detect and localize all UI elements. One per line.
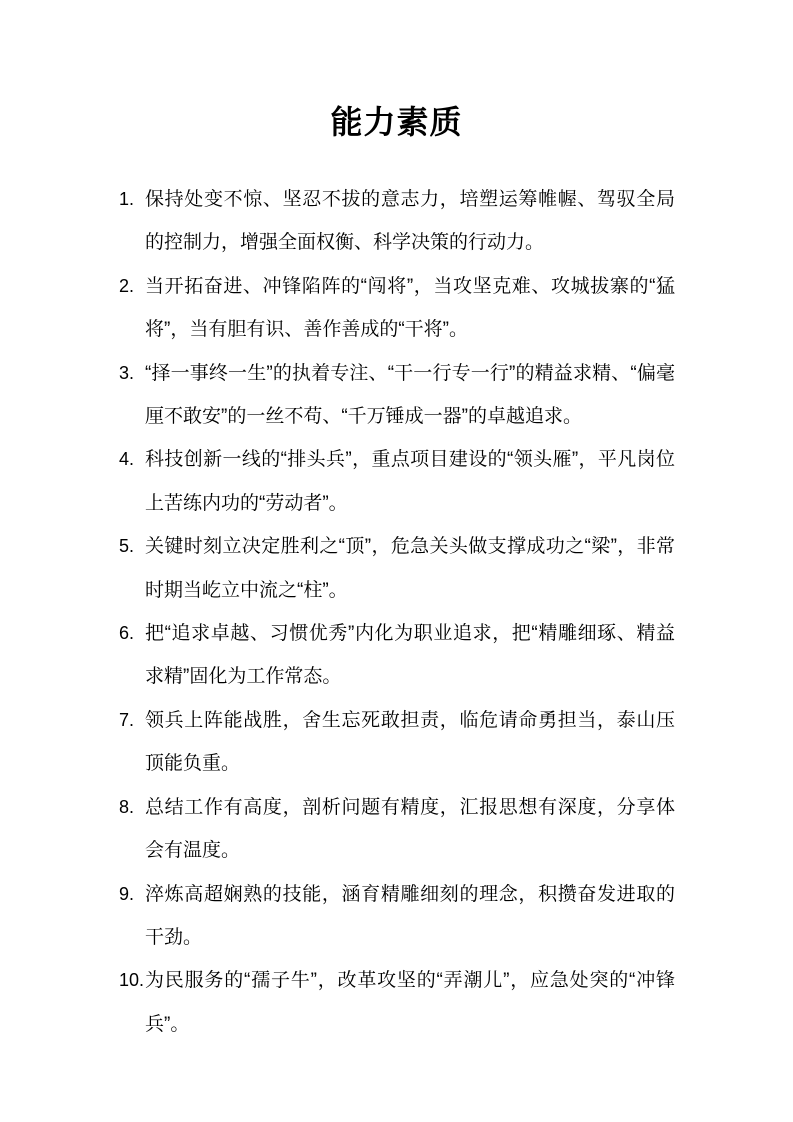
list-item-number: 9. [119,883,135,904]
list-item-text: 当开拓奋进、冲锋陷阵的“闯将”，当攻坚克难、攻城拔寨的“猛将”，当有胆有识、善作善成的“干将”。 [145,275,675,341]
list-item-text: 淬炼高超娴熟的技能，涵育精雕细刻的理念，积攒奋发进取的干劲。 [145,883,675,948]
list-item [119,612,675,699]
list-item [119,699,675,786]
list-item-number: 5. [119,536,135,557]
list-item [119,873,675,960]
list-item [119,786,675,873]
page-title: 能力素质 [330,104,463,140]
list-item-text: “择一事终一生”的执着专注、“干一行专一行”的精益求精、“偏毫厘不敢安”的一丝不苟、“千万锤成一器”的卓越追求。 [145,362,675,428]
list-item-text: 科技创新一线的“排头兵”，重点项目建设的“领头雁”，平凡岗位上苦练内功的“劳动者”。 [145,449,675,514]
list-item-text: 总结工作有高度，剖析问题有精度，汇报思想有深度，分享体会有温度。 [145,796,675,862]
list-item [119,525,675,612]
list-item-text: 关键时刻立决定胜利之“顶”，危急关头做支撑成功之“梁”，非常时期当屹立中流之“柱”。 [145,536,675,601]
list-item-text: 为民服务的“孺子牛”，改革攻坚的“弄潮儿”，应急处突的“冲锋兵”。 [145,970,675,1035]
list-item-number: 6. [119,623,135,644]
list-item-text: 把“追求卓越、习惯优秀”内化为职业追求，把“精雕细琢、精益求精”固化为工作常态。 [145,623,675,688]
list-item [119,438,675,525]
list-item-number: 7. [119,709,135,730]
list-item [119,265,675,352]
numbered-list [119,178,675,1046]
list-item-number: 10. [119,970,145,991]
list-item [119,352,675,439]
list-item [119,959,675,1046]
list-item-number: 1. [119,189,135,209]
list-item-number: 3. [119,362,135,383]
list-item-text: 领兵上阵能战胜，舍生忘死敢担责，临危请命勇担当，泰山压顶能负重。 [145,709,675,775]
list-item-number: 4. [119,449,135,470]
list-item-text: 保持处变不惊、坚忍不拔的意志力，培塑运筹帷幄、驾驭全局的控制力，增强全面权衡、科学决策的行动力。 [145,189,675,254]
list-item [119,178,675,265]
list-item-number: 2. [119,275,135,296]
list-item-number: 8. [119,796,135,817]
